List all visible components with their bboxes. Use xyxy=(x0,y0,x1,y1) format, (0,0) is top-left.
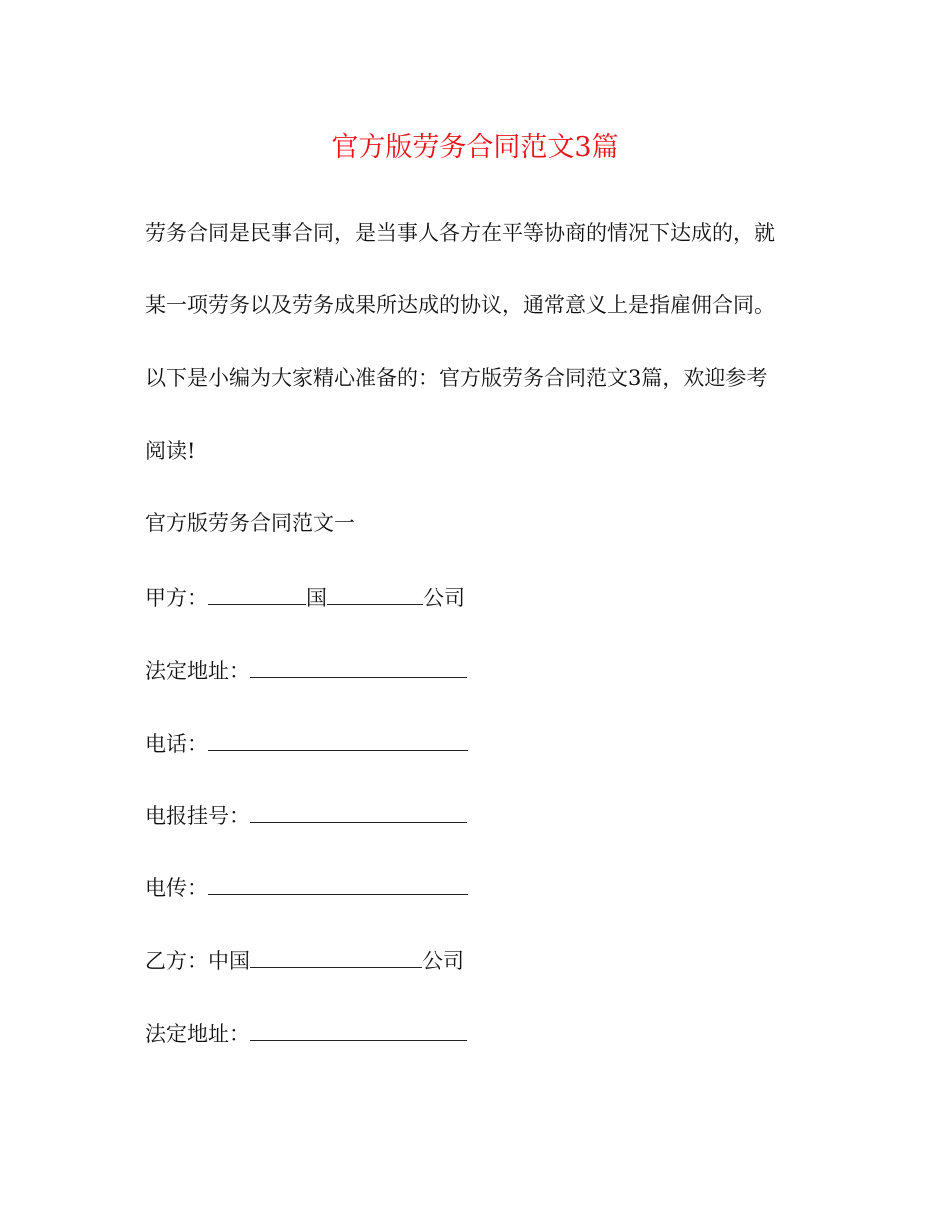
party-a-address-label: 法定地址： xyxy=(145,659,250,683)
intro-line-4: 阅读! xyxy=(145,439,196,463)
party-a-phone-line xyxy=(145,728,468,759)
party-a-fax-blank xyxy=(208,872,468,895)
party-a-fax-line xyxy=(145,872,468,903)
party-b-address-line xyxy=(145,1018,467,1049)
party-a-telegram-label: 电报挂号： xyxy=(145,804,250,828)
party-a-label: 甲方： xyxy=(145,586,208,610)
party-a-telegram-blank xyxy=(250,800,467,823)
party-b-label: 乙方：中国 xyxy=(145,949,250,973)
party-a-company-blank xyxy=(327,582,423,605)
party-b-company-blank xyxy=(250,945,422,968)
party-a-address-line xyxy=(145,655,467,686)
party-a-company-suffix: 公司 xyxy=(423,586,465,610)
party-a-telegram-line xyxy=(145,800,467,831)
party-b-line xyxy=(145,945,464,976)
document-title: 官方版劳务合同范文3篇 xyxy=(331,132,619,163)
party-b-company-suffix: 公司 xyxy=(422,949,464,973)
intro-line-2: 某一项劳务以及劳务成果所达成的协议，通常意义上是指雇佣合同。 xyxy=(145,293,775,317)
intro-line-1: 劳务合同是民事合同，是当事人各方在平等协商的情况下达成的，就 xyxy=(145,221,775,245)
party-a-country-blank xyxy=(208,582,306,605)
intro-line-3: 以下是小编为大家精心准备的：官方版劳务合同范文3篇，欢迎参考 xyxy=(145,366,768,390)
party-a-country-suffix: 国 xyxy=(306,586,327,610)
party-b-address-blank xyxy=(250,1018,467,1041)
party-a-fax-label: 电传： xyxy=(145,876,208,900)
party-b-address-label: 法定地址： xyxy=(145,1022,250,1046)
party-a-line xyxy=(145,582,465,613)
party-a-address-blank xyxy=(250,655,467,678)
party-a-phone-blank xyxy=(208,728,468,751)
party-a-phone-label: 电话： xyxy=(145,732,208,756)
section-heading: 官方版劳务合同范文一 xyxy=(145,511,355,535)
